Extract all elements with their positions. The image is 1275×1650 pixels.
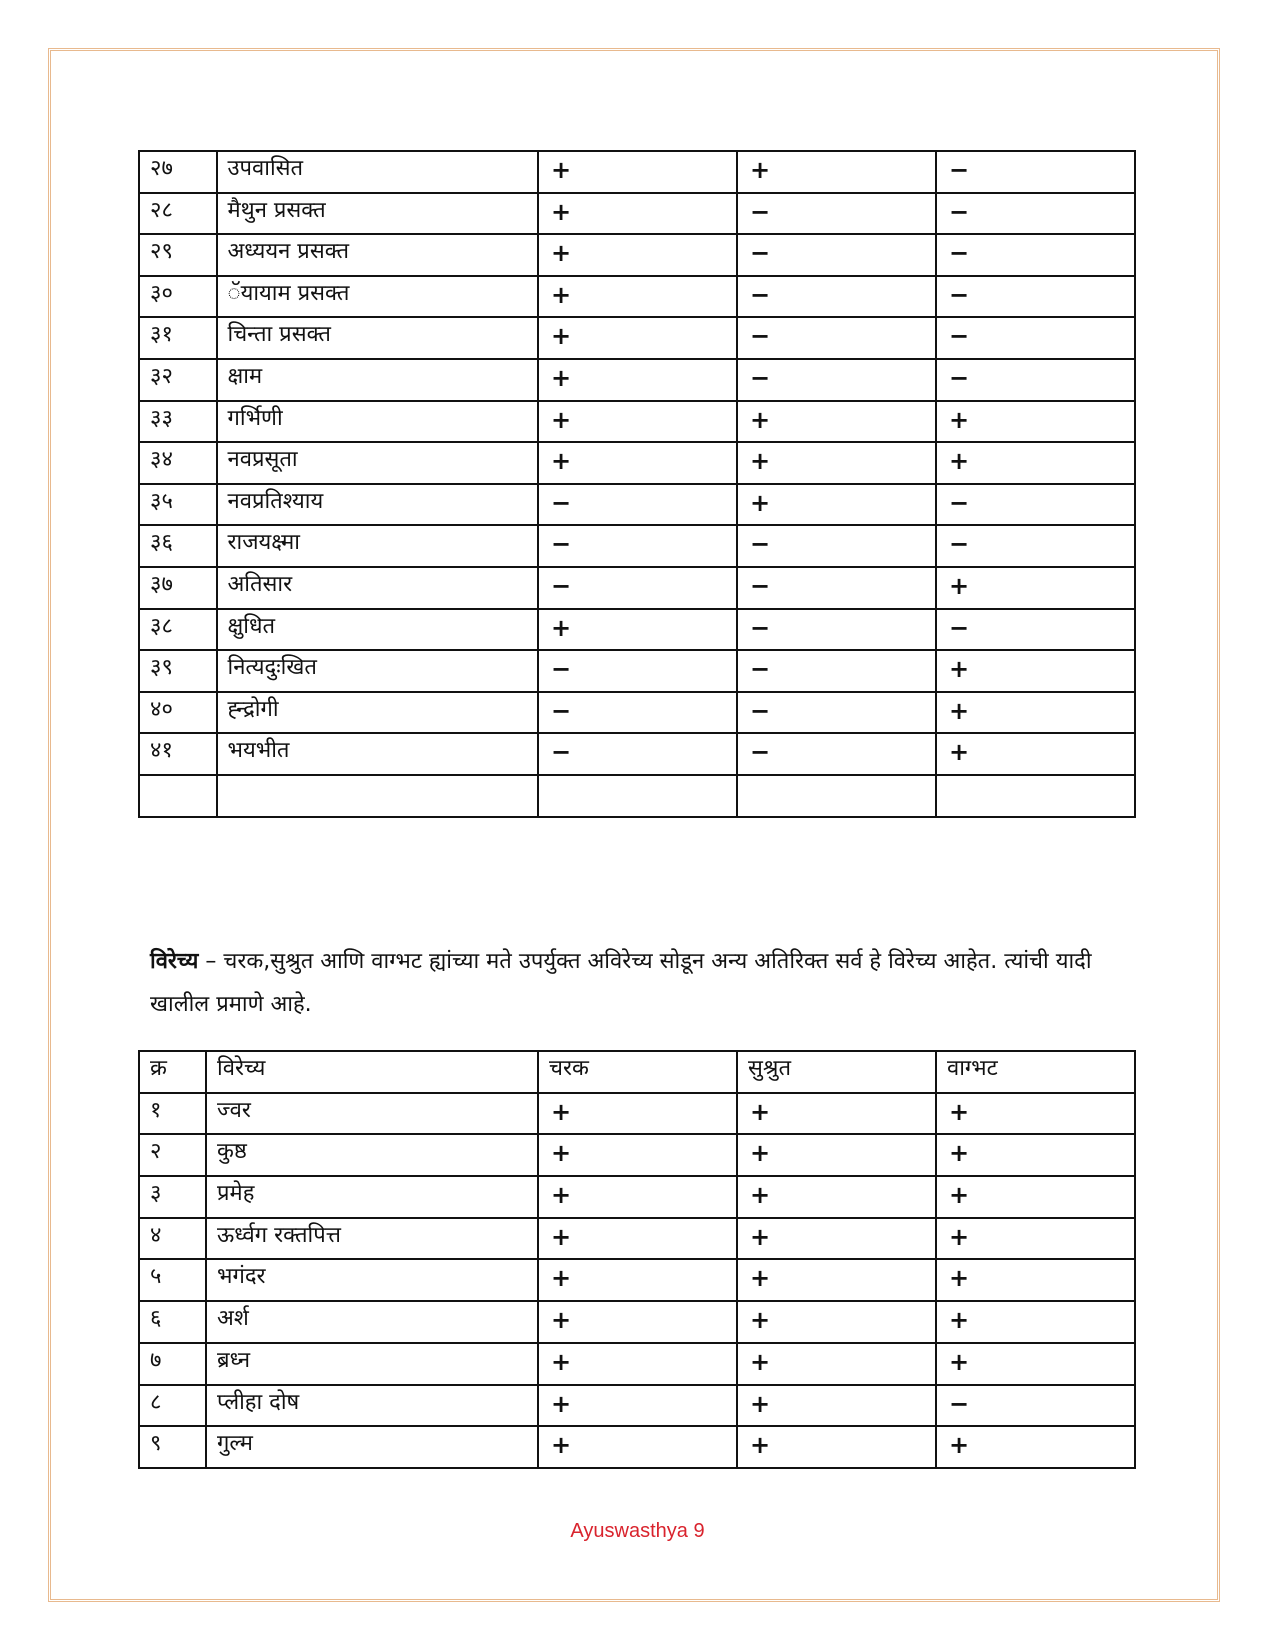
- cell-charak: +: [538, 1134, 737, 1176]
- virechya-heading: विरेच्य: [150, 949, 199, 974]
- cell-vagbhat: +: [936, 401, 1135, 443]
- cell-condition: अध्ययन प्रसक्त: [217, 234, 539, 276]
- cell-charak: +: [538, 276, 737, 318]
- cell-charak: −: [538, 650, 737, 692]
- cell-condition: प्लीहा दोष: [206, 1385, 538, 1427]
- cell-number: ३: [139, 1176, 206, 1218]
- table-header-row: [139, 1051, 1135, 1093]
- cell-number: २८: [139, 193, 217, 235]
- cell-number: ५: [139, 1259, 206, 1301]
- cell-number: ३०: [139, 276, 217, 318]
- cell-vagbhat: +: [936, 1218, 1135, 1260]
- cell-condition: कुष्ठ: [206, 1134, 538, 1176]
- cell-condition: नवप्रसूता: [217, 442, 539, 484]
- cell-number: २९: [139, 234, 217, 276]
- cell-number: ८: [139, 1385, 206, 1427]
- header-virechya: विरेच्य: [206, 1051, 538, 1093]
- cell-vagbhat: −: [936, 359, 1135, 401]
- cell-vagbhat: +: [936, 1343, 1135, 1385]
- table-row: [139, 317, 1135, 359]
- cell-vagbhat: +: [936, 1093, 1135, 1135]
- cell-charak: +: [538, 151, 737, 193]
- cell-sushrut: +: [737, 151, 936, 193]
- cell-sushrut: +: [737, 1343, 936, 1385]
- table-row: [139, 193, 1135, 235]
- cell-sushrut: −: [737, 609, 936, 651]
- table-row: [139, 1385, 1135, 1427]
- cell-condition: क्षुधित: [217, 609, 539, 651]
- table-row: [139, 1343, 1135, 1385]
- cell-vagbhat: +: [936, 1259, 1135, 1301]
- cell-condition: अतिसार: [217, 567, 539, 609]
- cell-sushrut: +: [737, 1134, 936, 1176]
- cell-vagbhat: −: [936, 193, 1135, 235]
- table-row: [139, 1176, 1135, 1218]
- cell-number: ७: [139, 1343, 206, 1385]
- cell-number: ४०: [139, 692, 217, 734]
- cell-condition: उपवासित: [217, 151, 539, 193]
- cell-number: ४१: [139, 733, 217, 775]
- cell-condition: मैथुन प्रसक्त: [217, 193, 539, 235]
- cell-number: ३९: [139, 650, 217, 692]
- header-vagbhat: वाग्भट: [936, 1051, 1135, 1093]
- header-charak: चरक: [538, 1051, 737, 1093]
- table-row: [139, 401, 1135, 443]
- cell-charak: +: [538, 1385, 737, 1427]
- table-row: [139, 1218, 1135, 1260]
- cell-number: २: [139, 1134, 206, 1176]
- cell-sushrut: +: [737, 1426, 936, 1468]
- cell-condition: अर्श: [206, 1301, 538, 1343]
- cell-condition: प्रमेह: [206, 1176, 538, 1218]
- cell-sushrut: −: [737, 317, 936, 359]
- cell-charak: +: [538, 1259, 737, 1301]
- cell-number: ३४: [139, 442, 217, 484]
- cell-number: ४: [139, 1218, 206, 1260]
- cell-condition: चिन्ता प्रसक्त: [217, 317, 539, 359]
- cell-number: ३५: [139, 484, 217, 526]
- virechya-text: – चरक,सुश्रुत आणि वाग्भट ह्यांच्या मते उपर्युक्त अविरेच्य सोडून अन्य अतिरिक्त सर्व हे विरेच्य आहेत. त्यांची यादी खालील प्रमाणे आहे.: [150, 949, 1092, 1017]
- cell-sushrut: +: [737, 484, 936, 526]
- table-row: [139, 775, 1135, 817]
- cell-number: [139, 775, 217, 817]
- cell-sushrut: −: [737, 525, 936, 567]
- cell-charak: +: [538, 1218, 737, 1260]
- cell-charak: +: [538, 1301, 737, 1343]
- cell-number: ९: [139, 1426, 206, 1468]
- cell-condition: राजयक्ष्मा: [217, 525, 539, 567]
- cell-charak: +: [538, 609, 737, 651]
- table-row: [139, 733, 1135, 775]
- cell-condition: ब्रध्न: [206, 1343, 538, 1385]
- cell-charak: +: [538, 1176, 737, 1218]
- cell-condition: [217, 775, 539, 817]
- cell-vagbhat: +: [936, 442, 1135, 484]
- table-row: [139, 442, 1135, 484]
- cell-vagbhat: +: [936, 1301, 1135, 1343]
- cell-sushrut: +: [737, 1385, 936, 1427]
- cell-sushrut: −: [737, 567, 936, 609]
- cell-condition: भगंदर: [206, 1259, 538, 1301]
- table-row: [139, 151, 1135, 193]
- cell-sushrut: +: [737, 1093, 936, 1135]
- cell-charak: −: [538, 525, 737, 567]
- table-row: [139, 1134, 1135, 1176]
- cell-condition: क्षाम: [217, 359, 539, 401]
- cell-charak: +: [538, 442, 737, 484]
- cell-charak: +: [538, 1093, 737, 1135]
- table-row: [139, 567, 1135, 609]
- cell-charak: −: [538, 567, 737, 609]
- cell-condition: नवप्रतिश्याय: [217, 484, 539, 526]
- cell-number: ३१: [139, 317, 217, 359]
- cell-vagbhat: −: [936, 609, 1135, 651]
- cell-condition: ज्वर: [206, 1093, 538, 1135]
- cell-condition: नित्यदुःखित: [217, 650, 539, 692]
- cell-vagbhat: −: [936, 151, 1135, 193]
- cell-vagbhat: +: [936, 692, 1135, 734]
- cell-number: ३३: [139, 401, 217, 443]
- cell-sushrut: [737, 775, 936, 817]
- cell-sushrut: +: [737, 401, 936, 443]
- cell-vagbhat: +: [936, 1176, 1135, 1218]
- cell-sushrut: −: [737, 650, 936, 692]
- cell-sushrut: −: [737, 234, 936, 276]
- cell-charak: [538, 775, 737, 817]
- cell-sushrut: −: [737, 359, 936, 401]
- cell-vagbhat: −: [936, 234, 1135, 276]
- cell-sushrut: +: [737, 1218, 936, 1260]
- table-row: [139, 525, 1135, 567]
- cell-sushrut: −: [737, 193, 936, 235]
- virechya-table: [138, 1050, 1136, 1469]
- cell-number: ३७: [139, 567, 217, 609]
- cell-sushrut: +: [737, 442, 936, 484]
- cell-charak: +: [538, 193, 737, 235]
- cell-vagbhat: +: [936, 1426, 1135, 1468]
- cell-charak: −: [538, 733, 737, 775]
- header-kr: क्र: [139, 1051, 206, 1093]
- cell-sushrut: −: [737, 733, 936, 775]
- cell-sushrut: +: [737, 1301, 936, 1343]
- header-sushrut: सुश्रुत: [737, 1051, 936, 1093]
- cell-number: ३६: [139, 525, 217, 567]
- cell-vagbhat: +: [936, 733, 1135, 775]
- cell-vagbhat: [936, 775, 1135, 817]
- table-row: [139, 484, 1135, 526]
- cell-condition: गर्भिणी: [217, 401, 539, 443]
- table-row: [139, 1259, 1135, 1301]
- cell-vagbhat: −: [936, 1385, 1135, 1427]
- table-row: [139, 276, 1135, 318]
- cell-vagbhat: −: [936, 276, 1135, 318]
- table-row: [139, 1301, 1135, 1343]
- cell-vagbhat: +: [936, 1134, 1135, 1176]
- cell-charak: +: [538, 401, 737, 443]
- table-row: [139, 359, 1135, 401]
- cell-charak: +: [538, 1426, 737, 1468]
- cell-number: १: [139, 1093, 206, 1135]
- cell-sushrut: +: [737, 1176, 936, 1218]
- virechya-paragraph: [150, 940, 1110, 1026]
- aviarechya-table-continued: [138, 150, 1136, 818]
- cell-condition: ऊर्ध्वग रक्तपित्त: [206, 1218, 538, 1260]
- cell-number: २७: [139, 151, 217, 193]
- table-row: [139, 234, 1135, 276]
- cell-charak: +: [538, 317, 737, 359]
- cell-sushrut: +: [737, 1259, 936, 1301]
- table-row: [139, 650, 1135, 692]
- table-row: [139, 692, 1135, 734]
- cell-vagbhat: −: [936, 525, 1135, 567]
- cell-number: ३८: [139, 609, 217, 651]
- cell-condition: भयभीत: [217, 733, 539, 775]
- cell-charak: +: [538, 234, 737, 276]
- cell-number: ३२: [139, 359, 217, 401]
- cell-sushrut: −: [737, 276, 936, 318]
- cell-charak: −: [538, 692, 737, 734]
- page-footer: Ayuswasthya 9: [570, 1520, 705, 1542]
- cell-condition: ह्न्द्रोगी: [217, 692, 539, 734]
- cell-sushrut: −: [737, 692, 936, 734]
- cell-vagbhat: +: [936, 567, 1135, 609]
- cell-vagbhat: +: [936, 650, 1135, 692]
- cell-vagbhat: −: [936, 317, 1135, 359]
- cell-charak: +: [538, 359, 737, 401]
- table-row: [139, 609, 1135, 651]
- cell-charak: +: [538, 1343, 737, 1385]
- cell-charak: −: [538, 484, 737, 526]
- table-row: [139, 1426, 1135, 1468]
- cell-condition: गुल्म: [206, 1426, 538, 1468]
- cell-number: ६: [139, 1301, 206, 1343]
- cell-vagbhat: −: [936, 484, 1135, 526]
- cell-condition: ॅयायाम प्रसक्त: [217, 276, 539, 318]
- table-row: [139, 1093, 1135, 1135]
